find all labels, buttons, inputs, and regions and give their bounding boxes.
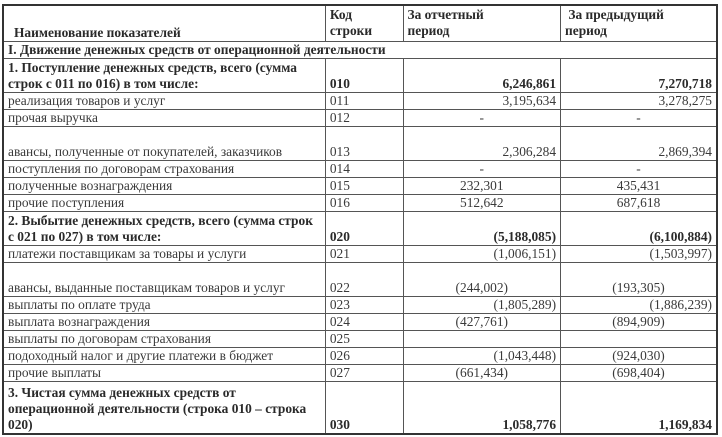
row-previous: (1,503,997) [561,246,717,263]
row-name: авансы, выданные поставщикам товаров и услуг [3,263,325,297]
row-name: прочие выплаты [3,365,325,382]
row-code: 023 [325,297,403,314]
row-current: 6,246,861 [403,59,561,93]
row-previous: 7,270,718 [561,59,717,93]
row-name: подоходный налог и другие платежи в бюджет [3,348,325,365]
row-previous [561,331,717,348]
row-code: 010 [325,59,403,93]
row-code: 025 [325,331,403,348]
row-code: 012 [325,110,403,127]
table-row [3,365,717,382]
table-row [3,178,717,195]
table-row [3,59,717,93]
row-current: 2,306,284 [403,127,561,161]
row-code: 020 [325,212,403,246]
row-name: полученные вознаграждения [3,178,325,195]
row-previous: (894,909) [561,314,717,331]
row-name: выплаты по оплате труда [3,297,325,314]
row-code: 022 [325,263,403,297]
row-previous: 3,278,275 [561,93,717,110]
table-row [3,195,717,212]
row-code: 013 [325,127,403,161]
row-current: (1,043,448) [403,348,561,365]
row-current: (427,761) [403,314,561,331]
row-previous: 435,431 [561,178,717,195]
row-name: 1. Поступление денежных средств, всего (сумма строк с 011 по 016) в том числе: [3,59,325,93]
row-code: 026 [325,348,403,365]
row-previous: (924,030) [561,348,717,365]
row-name: 2. Выбытие денежных средств, всего (сумма строк с 021 по 027) в том числе: [3,212,325,246]
row-previous: (193,305) [561,263,717,297]
header-name: Наименование показателей [3,5,325,42]
row-previous: - [561,161,717,178]
table-row [3,110,717,127]
row-name: выплата вознаграждения [3,314,325,331]
header-code-line2: строки [329,23,373,38]
table-row [3,212,717,246]
table-header-row [3,5,717,42]
row-code: 016 [325,195,403,212]
row-current: - [403,110,561,127]
row-previous: (1,886,239) [561,297,717,314]
row-name: выплаты по договорам страхования [3,331,325,348]
section-row [3,42,717,59]
header-previous [561,5,717,42]
table-row [3,263,717,297]
row-name: прочие поступления [3,195,325,212]
table-row [3,348,717,365]
table-row [3,246,717,263]
header-current-line2: период [407,23,450,38]
row-previous: - [561,110,717,127]
table-row [3,331,717,348]
header-current-line1: За отчетный [407,7,484,22]
row-code: 027 [325,365,403,382]
row-name: авансы, полученные от покупателей, заказчиков [3,127,325,161]
row-current: (1,805,289) [403,297,561,314]
row-code: 030 [325,382,403,435]
header-code-line1: Код [329,7,352,22]
table-row [3,314,717,331]
table-row [3,93,717,110]
row-current: (244,002) [403,263,561,297]
row-current: (661,434) [403,365,561,382]
header-code [325,5,403,42]
row-previous: 2,869,394 [561,127,717,161]
row-current: 232,301 [403,178,561,195]
table-row [3,161,717,178]
row-current [403,331,561,348]
row-code: 024 [325,314,403,331]
row-code: 011 [325,93,403,110]
row-code: 015 [325,178,403,195]
row-current: - [403,161,561,178]
row-name: 3. Чистая сумма денежных средств от операционной деятельности (строка 010 – строка 020) [3,382,325,435]
section-title: I. Движение денежных средств от операционной деятельности [3,42,717,59]
row-current: (1,006,151) [403,246,561,263]
row-name: прочая выручка [3,110,325,127]
row-previous: (6,100,884) [561,212,717,246]
row-current: (5,188,085) [403,212,561,246]
row-code: 021 [325,246,403,263]
row-name: поступления по договорам страхования [3,161,325,178]
header-current [403,5,561,42]
row-previous: 1,169,834 [561,382,717,435]
row-previous: (698,404) [561,365,717,382]
row-name: платежи поставщикам за товары и услуги [3,246,325,263]
cash-flow-table [2,4,718,435]
table-row [3,127,717,161]
row-current: 1,058,776 [403,382,561,435]
table-row [3,297,717,314]
header-previous-line2: период [565,23,607,38]
row-code: 014 [325,161,403,178]
row-name: реализация товаров и услуг [3,93,325,110]
row-current: 512,642 [403,195,561,212]
table-row [3,382,717,435]
header-previous-line1: За предыдущий [568,7,664,22]
row-previous: 687,618 [561,195,717,212]
row-current: 3,195,634 [403,93,561,110]
